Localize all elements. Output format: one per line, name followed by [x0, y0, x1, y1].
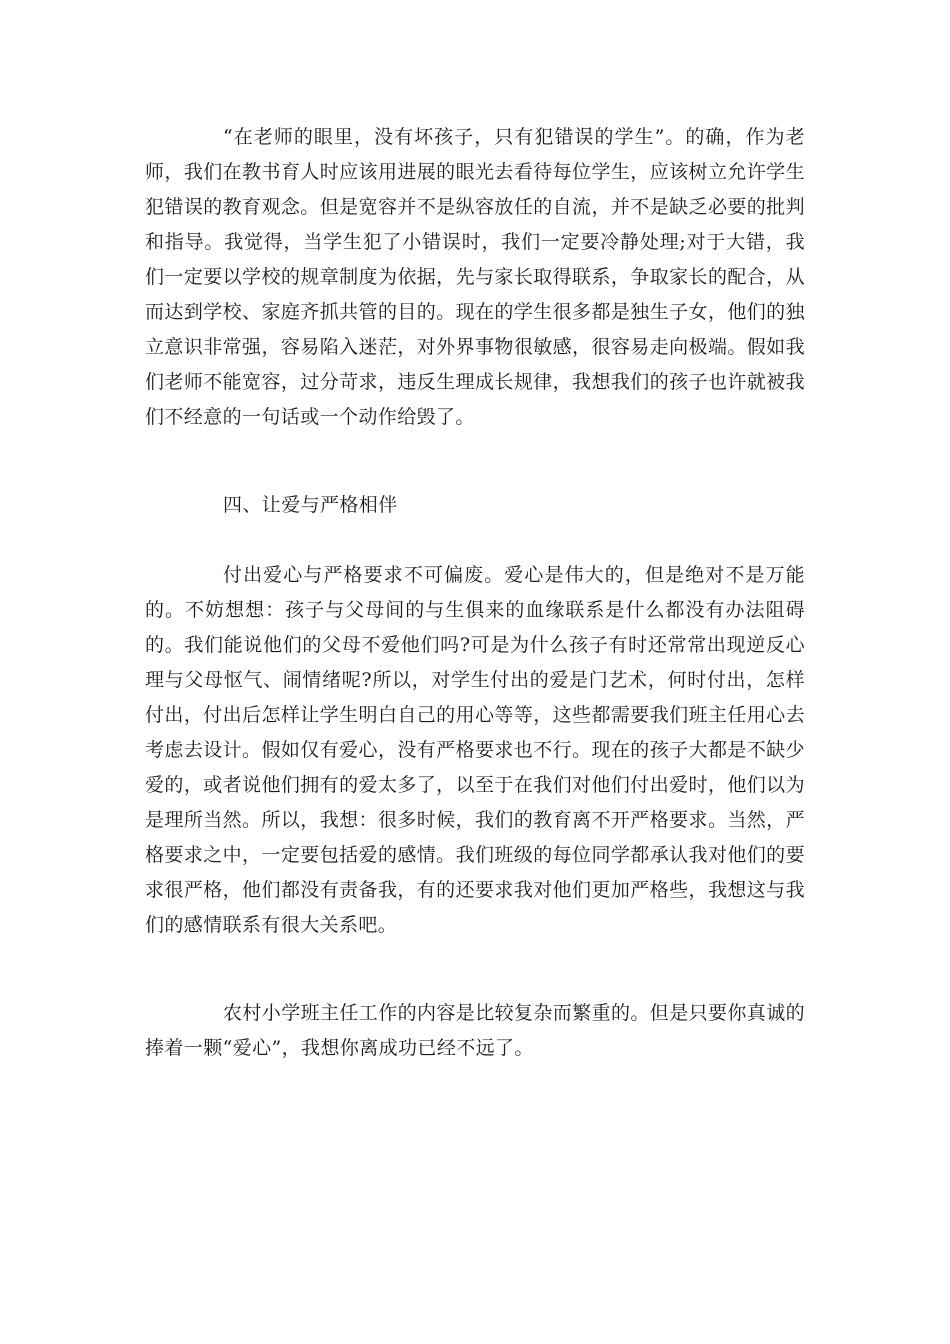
- paragraph-conclusion: 农村小学班主任工作的内容是比较复杂而繁重的。但是只要你真诚的捧着一颗“爱心”，我想你离成功已经不远了。: [145, 1002, 806, 1059]
- paragraph-tolerance: “在老师的眼里，没有坏孩子，只有犯错误的学生”。的确，作为老师，我们在教书育人时应该用进展的眼光去看待每位学生，应该树立允许学生犯错误的教育观念。但是宽容并不是纵容放任的自流，并不是缺乏必要的批判和指导。我觉得，当学生犯了小错误时，我们一定要冷静处理;对于大错，我们一定要以学校的规章制度为依据，先与家长取得联系，争取家长的配合，从而达到学校、家庭齐抓共管的目的。现在的学生很多都是独生子女，他们的独立意识非常强，容易陷入迷茫，对外界事物很敏感，很容易走向极端。假如我们老师不能宽容，过分苛求，违反生理成长规律，我想我们的孩子也许就被我们不经意的一句话或一个动作给毁了。: [145, 126, 805, 428]
- paragraph-love-and-strictness: 付出爱心与严格要求不可偏废。爱心是伟大的，但是绝对不是万能的。不妨想想：孩子与父母间的与生俱来的血缘联系是什么都没有办法阻碍的。我们能说他们的父母不爱他们吗?可是为什么孩子有时还常常出现逆反心理与父母怄气、闹情绪呢?所以，对学生付出的爱是门艺术，何时付出，怎样付出，付出后怎样让学生明白自己的用心等等，这些都需要我们班主任用心去考虑去设计。假如仅有爱心，没有严格要求也不行。现在的孩子大都是不缺少爱的，或者说他们拥有的爱太多了，以至于在我们对他们付出爱时，他们以为是理所当然。所以，我想：很多时候，我们的教育离不开严格要求。当然，严格要求之中，一定要包括爱的感情。我们班级的每位同学都承认我对他们的要求很严格，他们都没有责备我，有的还要求我对他们更加严格些，我想这与我们的感情联系有很大关系吧。: [145, 564, 805, 936]
- section-heading: 四、让爱与严格相伴: [223, 494, 398, 516]
